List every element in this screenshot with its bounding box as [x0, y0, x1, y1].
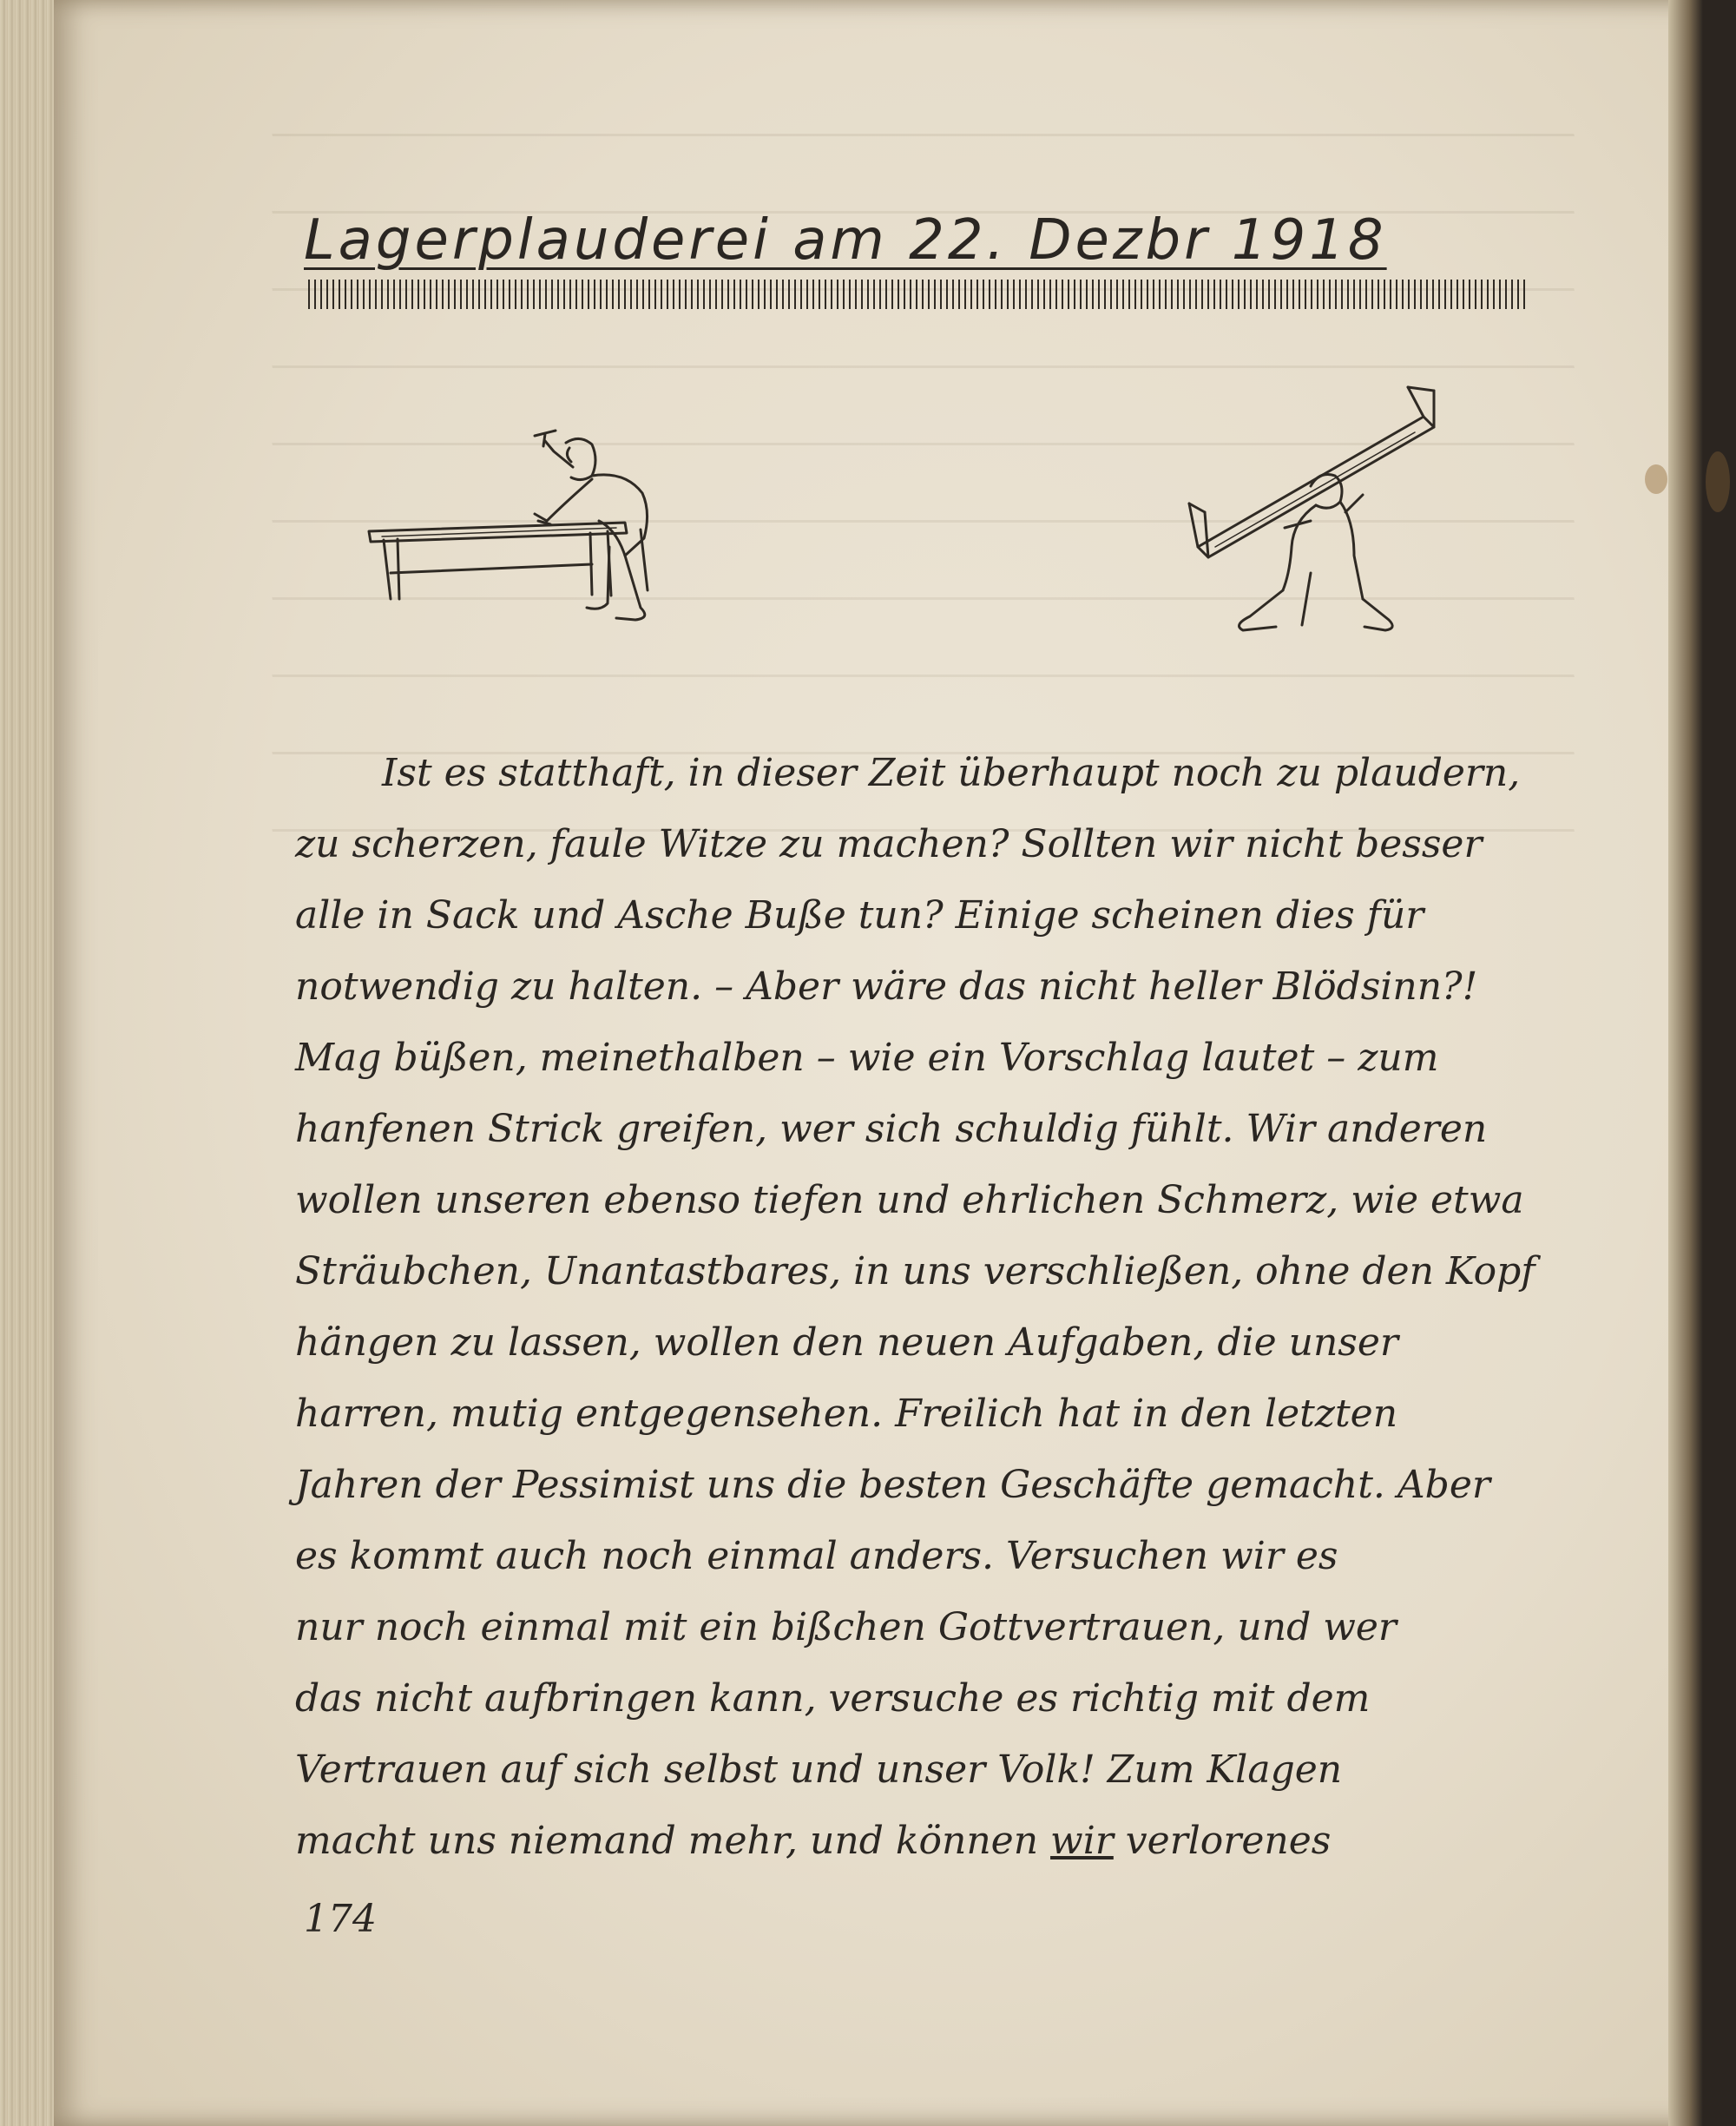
text-line: Mag büßen, meinethalben – wie ein Vorschlag lautet – zum — [295, 1036, 1439, 1080]
page-title: Lagerplauderei am 22. Dezbr 1918 — [304, 208, 1387, 273]
text-line-last — [295, 1806, 1562, 1877]
text-line: zu scherzen, faule Witze zu machen? Sollten wir nicht besser — [295, 822, 1483, 866]
book-gutter — [1668, 0, 1703, 2126]
man-carrying-bench-illustration — [1180, 373, 1458, 634]
text-line: nur noch einmal mit ein bißchen Gottvertrauen, und wer — [295, 1605, 1397, 1649]
man-hammering-at-bench-illustration — [365, 425, 712, 634]
text-segment: macht uns niemand mehr, und können — [295, 1819, 1051, 1863]
text-line: alle in Sack und Asche Buße tun? Einige scheinen dies für — [295, 893, 1424, 938]
handwritten-body-text — [295, 738, 1562, 1877]
text-line: Ist es statthaft, in dieser Zeit überhaupt noch zu plaudern, — [382, 751, 1521, 795]
text-line: Jahren der Pessimist uns die besten Geschäfte gemacht. Aber — [295, 1463, 1490, 1507]
text-line: notwendig zu halten. – Aber wäre das nicht heller Blödsinn?! — [295, 964, 1478, 1009]
text-line: hängen zu lassen, wollen den neuen Aufgaben, die unser — [295, 1320, 1398, 1365]
text-line: wollen unseren ebenso tiefen und ehrlichen Schmerz, wie etwa — [295, 1178, 1524, 1222]
text-line: das nicht aufbringen kann, versuche es richtig mit dem — [295, 1676, 1371, 1721]
text-line: hanfenen Strick greifen, wer sich schuldig fühlt. Wir anderen — [295, 1107, 1488, 1151]
title-ornament-rule — [308, 280, 1528, 309]
underlined-word: wir — [1050, 1819, 1114, 1863]
paper-stain — [1706, 451, 1730, 512]
paper-stain — [1645, 464, 1667, 494]
text-line: Vertrauen auf sich selbst und unser Volk! Zum Klagen — [295, 1748, 1343, 1792]
text-line: es kommt auch noch einmal anders. Versuchen wir es — [295, 1534, 1338, 1578]
text-segment: verlorenes — [1113, 1819, 1332, 1863]
page-number: 174 — [304, 1897, 377, 1941]
text-line: harren, mutig entgegensehen. Freilich hat in den letzten — [295, 1392, 1398, 1436]
text-line: Sträubchen, Unantastbares, in uns verschließen, ohne den Kopf — [295, 1249, 1535, 1293]
